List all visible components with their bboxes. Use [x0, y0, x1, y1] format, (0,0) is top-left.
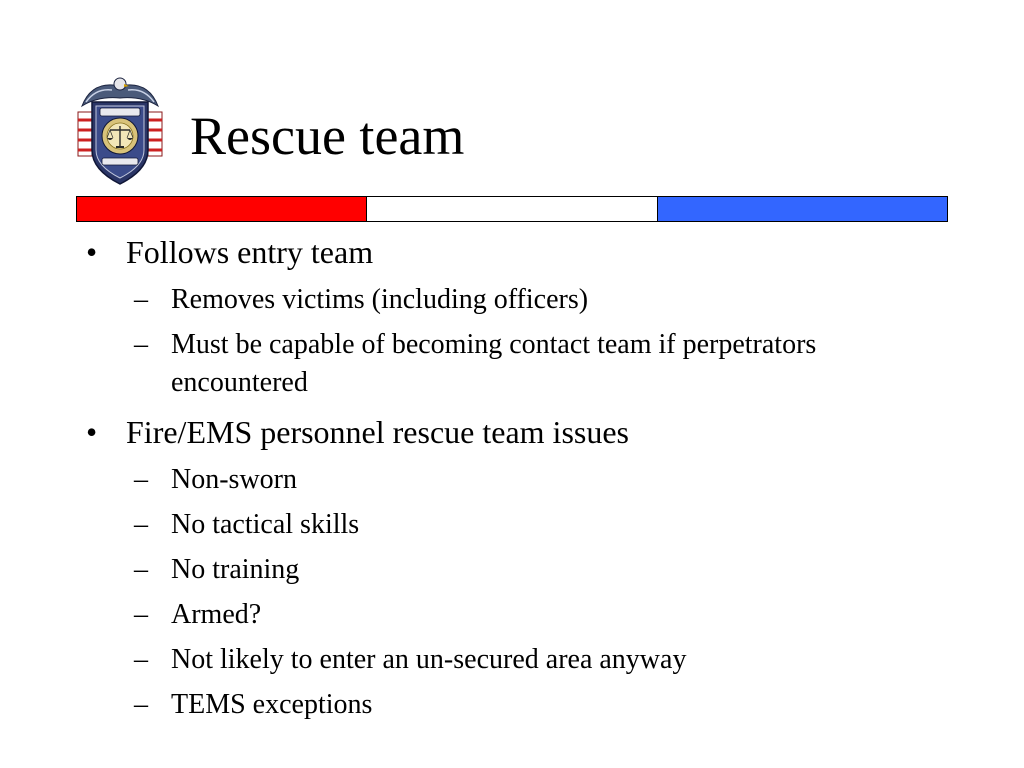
sub-bullet-text: Removes victims (including officers) [171, 284, 589, 315]
sub-bullet-text: No tactical skills [171, 509, 360, 540]
sub-bullet-text: Armed? [171, 599, 262, 630]
sub-bullet-text: Non-sworn [171, 464, 297, 495]
bullet-text: Follows entry team [126, 234, 374, 270]
sub-bullet-marker: – [134, 509, 148, 540]
sub-bullet-marker: – [134, 284, 148, 315]
bullet-item [86, 230, 966, 274]
sub-bullet-item [86, 281, 966, 319]
sub-bullet-text: TEMS exceptions [171, 689, 373, 720]
bullet-text: Fire/EMS personnel rescue team issues [126, 414, 629, 450]
sub-bullet-item [86, 551, 966, 589]
sub-bullet-text: Not likely to enter an un-secured area anyway [171, 644, 687, 675]
bullet-marker: • [86, 234, 98, 270]
sub-bullet-item [86, 506, 966, 544]
police-seal-logo [72, 72, 168, 188]
sub-bullet-text: No training [171, 554, 300, 585]
sub-bullet-item [86, 461, 966, 499]
sub-bullet-item [86, 596, 966, 634]
sub-bullet-marker: – [134, 599, 148, 630]
sub-bullet-item [86, 686, 966, 724]
sub-bullet-marker: – [134, 329, 148, 360]
bullet-marker: • [86, 414, 98, 450]
sub-bullet-item [86, 326, 966, 402]
slide-title: Rescue team [190, 106, 465, 166]
sub-bullet-marker: – [134, 689, 148, 720]
flag-color-bar [76, 196, 948, 222]
sub-bullet-marker: – [134, 464, 148, 495]
bullet-item [86, 410, 966, 454]
police-seal-icon [72, 72, 168, 188]
sub-bullet-marker: – [134, 554, 148, 585]
flag-bar-blue-segment [657, 197, 947, 221]
flag-bar-red-segment [77, 197, 366, 221]
sub-bullet-marker: – [134, 644, 148, 675]
bullet-list [86, 226, 966, 724]
flag-bar-white-segment [366, 197, 656, 221]
sub-bullet-text: Must be capable of becoming contact team if perpetrators encountered [171, 329, 817, 398]
sub-bullet-item [86, 641, 966, 679]
